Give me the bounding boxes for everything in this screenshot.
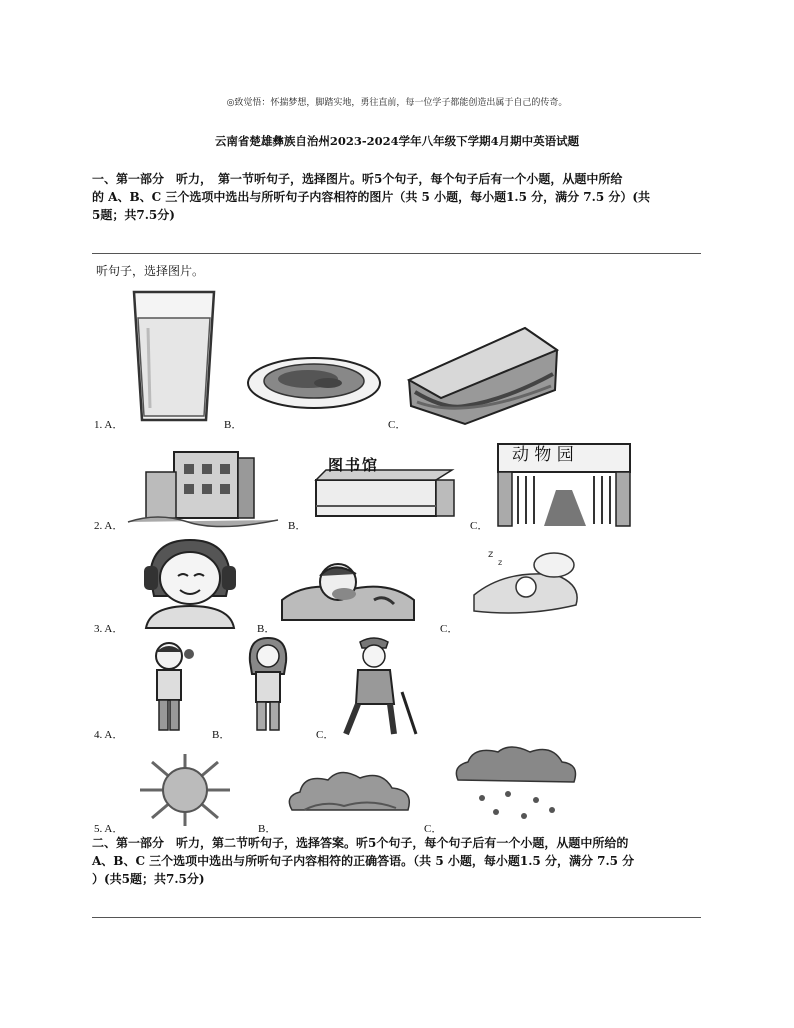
- library-sign: 图书馆: [328, 456, 380, 474]
- q1-label-b: B．: [224, 419, 243, 431]
- sun-image: [130, 752, 240, 828]
- section1-intro: [92, 170, 704, 224]
- q2-label-a: 2. A．: [94, 520, 124, 532]
- cloudy-image: [284, 766, 416, 818]
- section2-intro-line2: A、B、C 三个选项中选出与所听句子内容相符的正确答语。（共 5 小题，每小题1.5 分，满分 7.5 分: [92, 854, 635, 868]
- plate-of-noodles-image: [246, 355, 382, 410]
- baby-sleeping-image: [466, 545, 584, 617]
- motto-line: ◎致觉悟：怀揣梦想，脚踏实地，勇往直前，每一位学子都能创造出属于自己的传奇。: [226, 98, 568, 108]
- q2-label-c: C．: [470, 520, 489, 532]
- snowy-cloud-image: [452, 744, 580, 824]
- q3-label-a: 3. A．: [94, 623, 124, 635]
- section1-intro-line2: 的 A、B、C 三个选项中选出与所听句子内容相符的图片（共 5 小题，每小题1.5 分，满分 7.5 分）(共: [92, 190, 651, 204]
- boy-image: [145, 640, 199, 736]
- svg-text:z: z: [498, 558, 503, 567]
- q3-label-b: B．: [257, 623, 276, 635]
- page-title: 云南省楚雄彝族自治州2023-2024学年八年级下学期4月期中英语试题: [214, 134, 580, 148]
- svg-text:z: z: [488, 549, 494, 560]
- q5-label-b: B．: [258, 823, 277, 835]
- q1-label-c: C．: [388, 419, 407, 431]
- q4-label-c: C．: [316, 729, 335, 741]
- girl-with-headphones-image: [130, 536, 248, 628]
- q4-label-b: B．: [212, 729, 231, 741]
- building-complex-image: [128, 446, 278, 528]
- q2-label-b: B．: [288, 520, 307, 532]
- divider: [92, 253, 701, 254]
- section2-intro-line3: ）(共5题；共7.5分): [92, 872, 205, 886]
- zoo-sign: 动 物 园: [512, 445, 574, 465]
- section2-intro: [92, 834, 704, 888]
- q5-label-a: 5. A．: [94, 823, 124, 835]
- old-man-with-cane-image: [340, 634, 422, 738]
- glass-of-milk-image: [130, 288, 220, 426]
- section1-instruction: 听句子，选择图片。: [96, 264, 205, 278]
- section2-intro-line1: 二、第一部分 听力，第二节听句子，选择答案。听5个句子，每个句子后有一个小题，从题中所给的: [92, 836, 629, 850]
- q4-label-a: 4. A．: [94, 729, 124, 741]
- section1-intro-line3: 5题；共7.5分): [92, 208, 175, 222]
- girl-coughing-image: [278, 560, 418, 622]
- girl-image: [244, 636, 292, 736]
- sandwich-image: [405, 320, 567, 428]
- q3-label-c: C．: [440, 623, 459, 635]
- q1-label-a: 1. A．: [94, 419, 124, 431]
- q5-label-c: C．: [424, 823, 443, 835]
- divider-bottom: [92, 917, 701, 918]
- section1-intro-line1: 一、第一部分 听力， 第一节听句子，选择图片。听5个句子，每个句子后有一个小题，从题中所给: [92, 172, 623, 186]
